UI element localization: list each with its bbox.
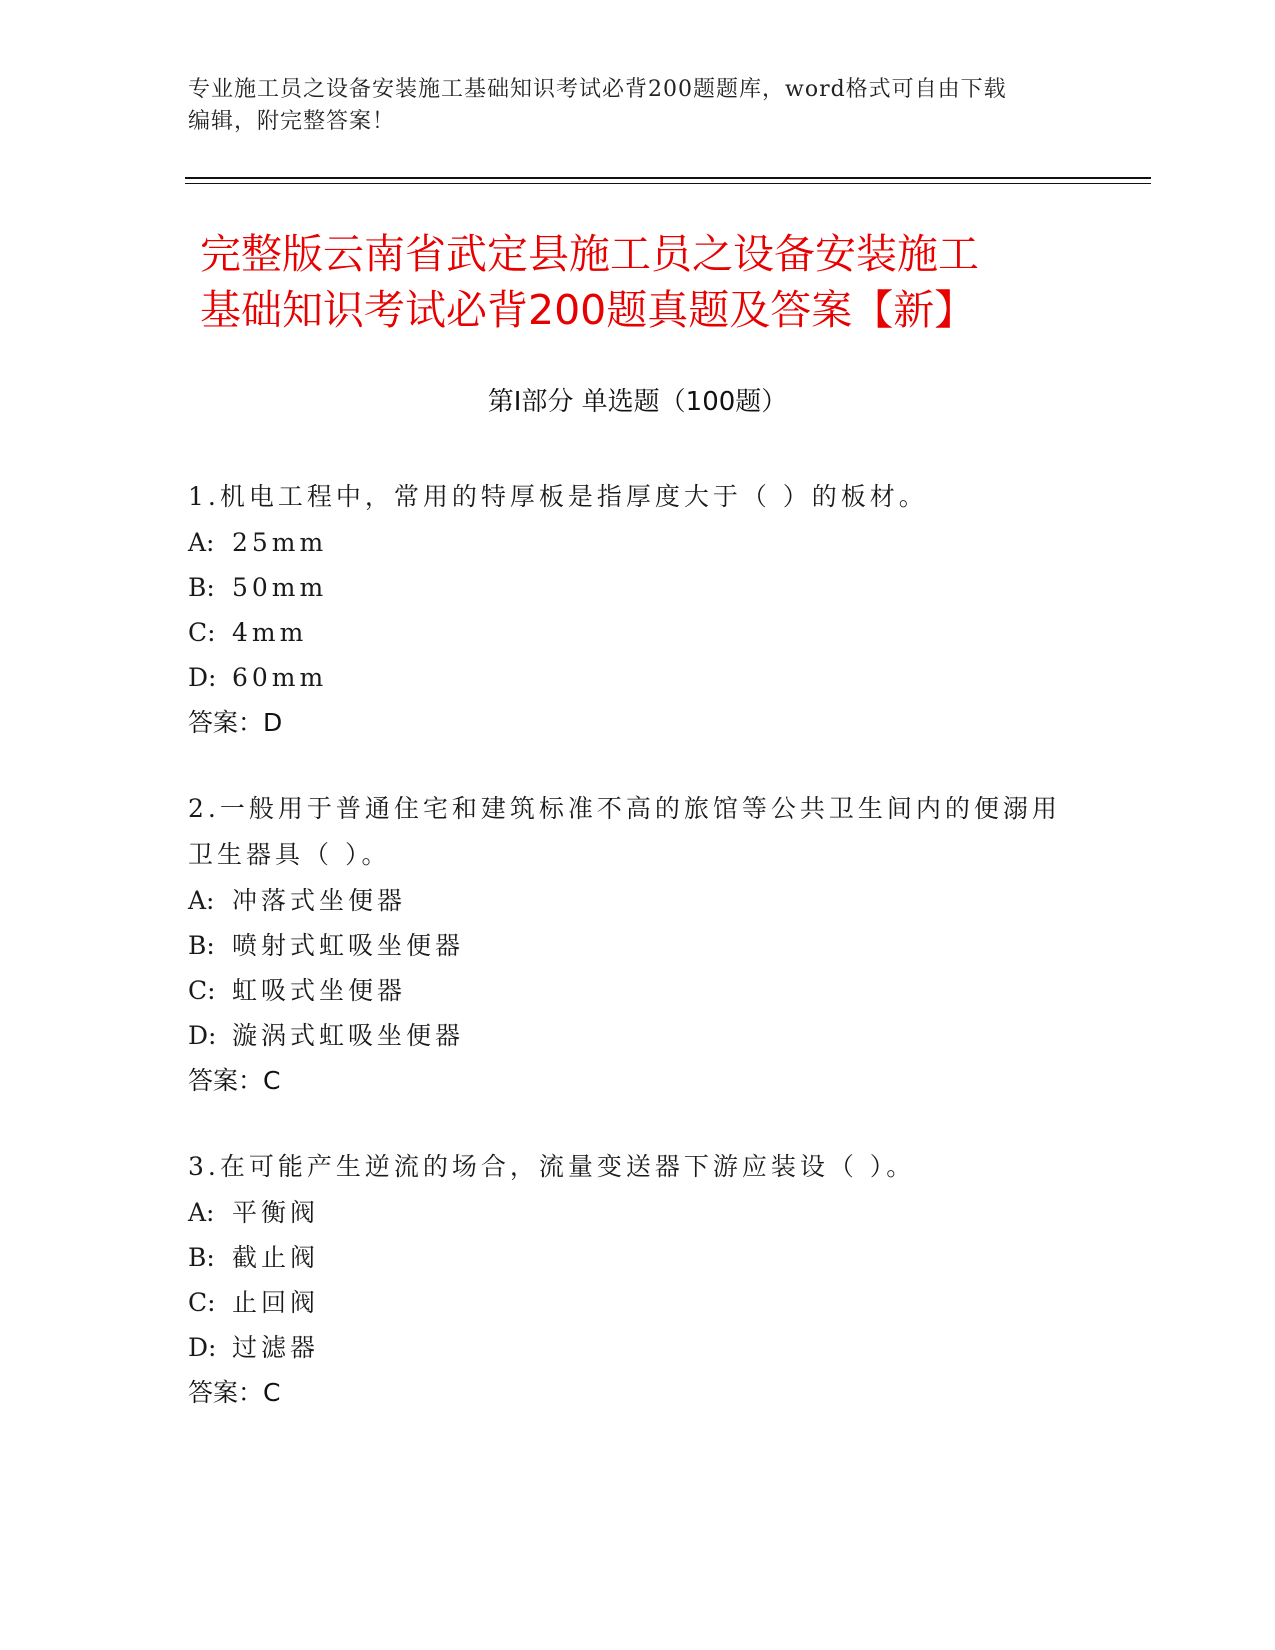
answer: 答案：C	[188, 1066, 281, 1095]
question-list	[188, 474, 1088, 1416]
option-text: 平衡阀	[232, 1198, 320, 1227]
option-c	[188, 968, 1088, 1013]
option-letter: D:	[188, 1333, 217, 1362]
option-c	[188, 610, 1088, 655]
option-letter: D:	[188, 663, 217, 692]
option-text: 60mm	[232, 663, 328, 692]
question-spacer	[188, 1104, 1088, 1144]
header-divider-thick	[185, 177, 1151, 179]
option-letter: A:	[188, 528, 215, 557]
option-letter: B:	[188, 931, 215, 960]
option-text: 过滤器	[232, 1333, 320, 1362]
question-stem: 2.一般用于普通住宅和建筑标准不高的旅馆等公共卫生间内的便溺用	[188, 794, 1061, 823]
option-letter: B:	[188, 573, 215, 602]
answer: 答案：C	[188, 1378, 281, 1407]
question-1	[188, 474, 1088, 746]
option-text: 截止阀	[232, 1243, 320, 1272]
option-text: 漩涡式虹吸坐便器	[232, 1021, 465, 1050]
option-text: 冲落式坐便器	[232, 886, 407, 915]
option-b	[188, 1235, 1088, 1280]
option-letter: B:	[188, 1243, 215, 1272]
option-text: 4mm	[232, 618, 308, 647]
document-title	[200, 226, 1100, 338]
option-letter: A:	[188, 886, 215, 915]
option-b	[188, 565, 1088, 610]
document-title-line-1: 完整版云南省武定县施工员之设备安装施工	[200, 230, 979, 278]
header-note-line-1: 专业施工员之设备安装施工基础知识考试必背200题题库，word格式可自由下载	[188, 77, 1007, 102]
question-2	[188, 786, 1088, 1104]
option-text: 50mm	[232, 573, 328, 602]
option-letter: C:	[188, 1288, 216, 1317]
document-title-line-2: 基础知识考试必背200题真题及答案【新】	[200, 286, 976, 334]
question-spacer	[188, 746, 1088, 786]
header-note	[188, 74, 1088, 138]
option-letter: D:	[188, 1021, 217, 1050]
answer: 答案：D	[188, 708, 283, 737]
option-d	[188, 1325, 1088, 1370]
option-a	[188, 878, 1088, 923]
question-stem-continued: 卫生器具（ ）。	[188, 840, 391, 869]
option-c	[188, 1280, 1088, 1325]
option-letter: C:	[188, 976, 216, 1005]
option-d	[188, 655, 1088, 700]
option-text: 虹吸式坐便器	[232, 976, 407, 1005]
question-stem: 3.在可能产生逆流的场合，流量变送器下游应装设（ ）。	[188, 1152, 916, 1181]
option-d	[188, 1013, 1088, 1058]
option-text: 25mm	[232, 528, 328, 557]
option-b	[188, 923, 1088, 968]
option-a	[188, 1190, 1088, 1235]
question-stem: 1.机电工程中，常用的特厚板是指厚度大于（ ）的板材。	[188, 482, 928, 511]
option-a	[188, 520, 1088, 565]
header-note-line-2: 编辑，附完整答案！	[188, 109, 396, 134]
option-text: 止回阀	[232, 1288, 320, 1317]
section-title: 第Ⅰ部分 单选题（100题）	[487, 387, 788, 417]
option-letter: C:	[188, 618, 216, 647]
question-3	[188, 1144, 1088, 1416]
header-divider-thin	[185, 183, 1151, 184]
option-letter: A:	[188, 1198, 215, 1227]
option-text: 喷射式虹吸坐便器	[232, 931, 465, 960]
